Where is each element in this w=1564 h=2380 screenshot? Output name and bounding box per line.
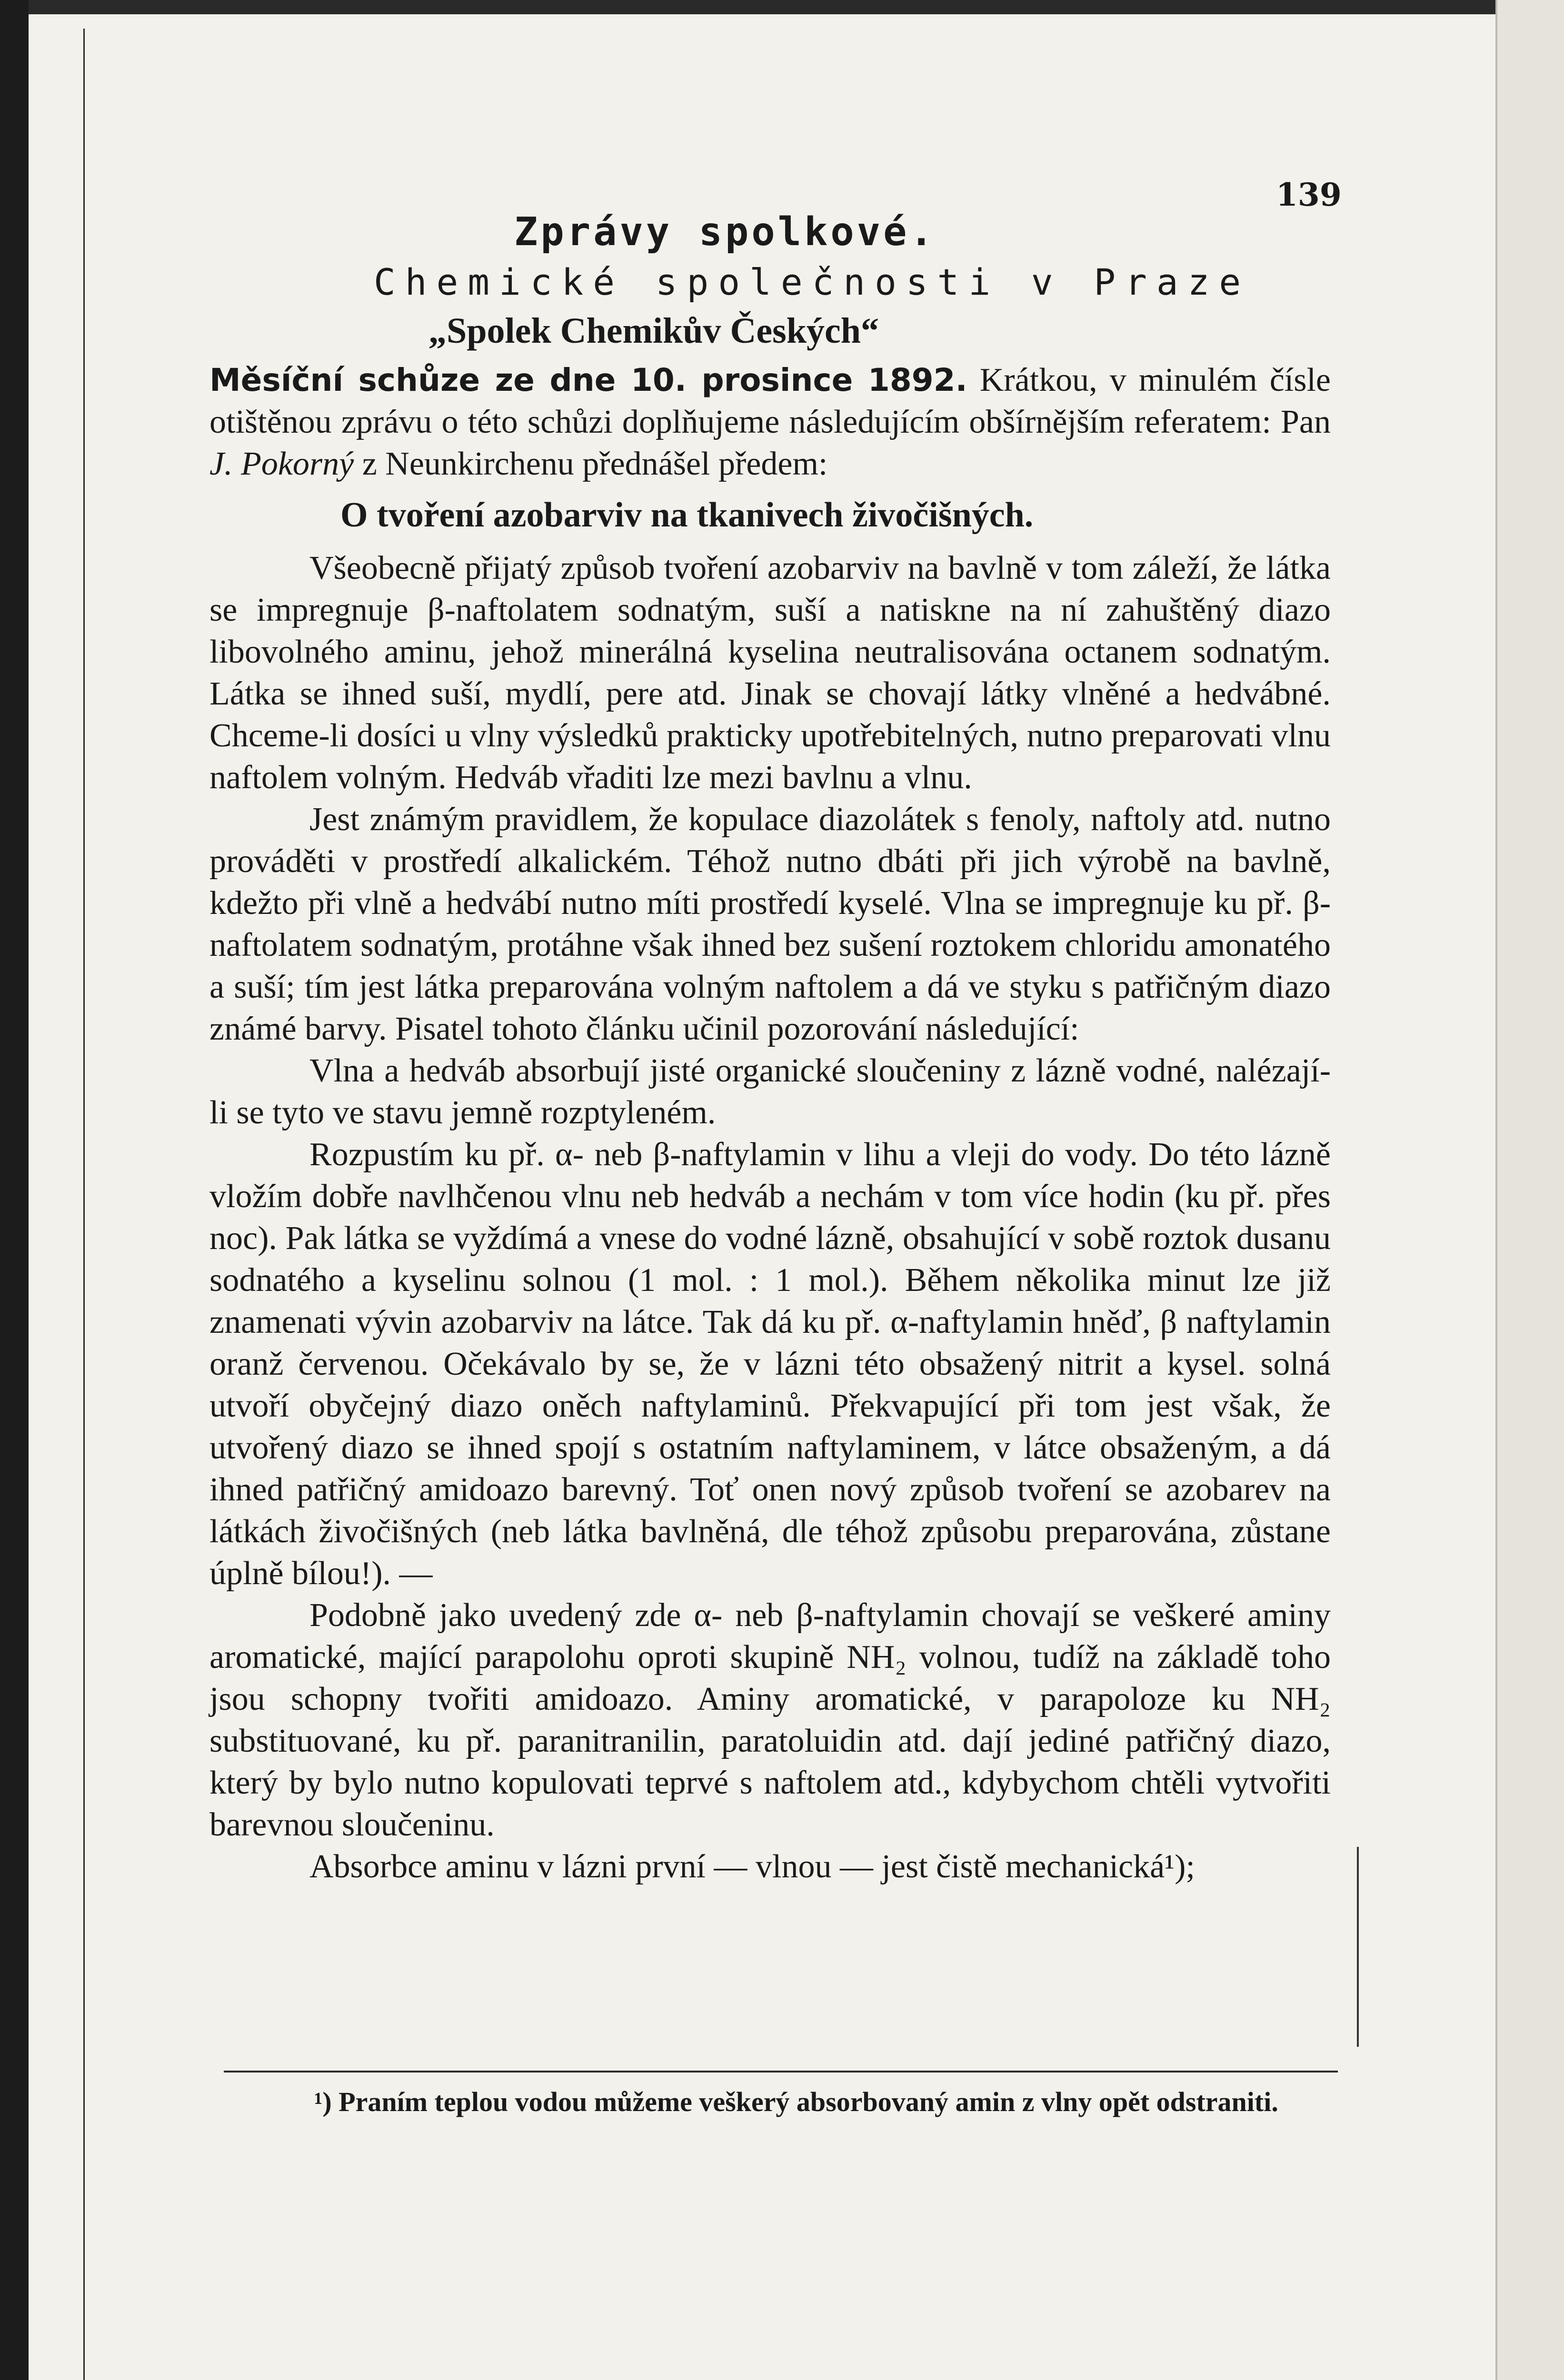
margin-pencil-mark	[1357, 1847, 1359, 2047]
footnote-divider	[224, 2071, 1338, 2073]
article-paragraph: Vlna a hedváb absorbují jisté organické sloučeniny z lázně vodné, nalézají-li se tyto ve stavu jemně rozptyleném.	[209, 1052, 1331, 1131]
article-title: O tvoření azobarviv na tkanivech živočišných.	[340, 496, 1034, 535]
section-heading: Zprávy spolkové.	[514, 209, 936, 255]
article-paragraph: Rozpustím ku př. α- neb β-naftylamin v lihu a vleji do vody. Do této lázně vložím dobře navlhčenou vlnu neb hedváb a nechám v tom více hodin (ku př. přes noc). Pak látka se vyždímá a vnese do vodné lázně, obsahující v sobě roztok dusanu sodnatého a kyselinu solnou (1 mol. : 1 mol.). Během několika minut lze již znamenati vývin azobarviv na látce. Tak dá ku př. α-naftylamin hněď, β naftylamin oranž červenou. Očekávalo by se, že v lázni této obsažený nitrit a kysel. solná utvoří obyčejný diazo oněch naftylaminů. Překvapující při tom jest však, že utvořený diazo se ihned spojí s ostatním naftylaminem, v látce obsaženým, a dá ihned patřičný amidoazo barevný. Toť onen nový způsob tvoření se azobarev na látkách živočišných (neb látka bavlněná, dle téhož způsobu preparována, zůstane úplně bílou!). —	[209, 1136, 1331, 1592]
meeting-text-1: Krátkou, v minulém čísle otištěnou zprávu o této schůzi doplňujeme následujícím obšírnějším referatem: Pan	[209, 362, 1331, 440]
scan-top-edge	[29, 0, 1497, 14]
meeting-lead: Měsíční schůze ze dne 10. prosince 1892.	[209, 362, 967, 398]
speaker-name: J. Pokorný	[209, 446, 354, 482]
footnote: ¹) Praním teplou vodou můžeme veškerý absorbovaný amin z vlny opět odstraniti.	[314, 2086, 1278, 2117]
page-number: 139	[1276, 176, 1342, 213]
article-paragraph: Absorbce aminu v lázni první — vlnou — jest čistě mechanická¹);	[309, 1848, 1195, 1885]
society-subtitle: „Spolek Chemikův Českých“	[428, 311, 879, 351]
page-margin-line	[83, 29, 85, 2380]
article-paragraph: Všeobecně přijatý způsob tvoření azobarviv na bavlně v tom záleží, že látka se impregnuje β-naftolatem sodnatým, suší a natiskne na ní zahuštěný diazo libovolného aminu, jehož minerálná kyselina neutralisována octanem sodnatým. Látka se ihned suší, mydlí, pere atd. Jinak se chovají látky vlněné a hedvábné. Chceme-li dosíci u vlny výsledků prakticky upotřebitelných, nutno preparovati vlnu naftolem volným. Hedváb vřaditi lze mezi bavlnu a vlnu.	[209, 550, 1331, 796]
meeting-paragraph	[209, 359, 1331, 485]
article-body	[209, 547, 1331, 1888]
scan-left-edge	[0, 0, 29, 2380]
scan-right-edge	[1495, 0, 1564, 2380]
article-paragraph: Podobně jako uvedený zde α- neb β-naftylamin chovají se veškeré aminy aromatické, mající parapolohu oproti skupině NH₂ volnou, tudíž na základě toho jsou schopny tvořiti amidoazo. Aminy aromatické, v parapoloze ku NH₂ substituované, ku př. paranitranilin, paratoluidin atd. dají jediné patřičný diazo, který by bylo nutno kopulovati teprvé s naftolem atd., kdybychom chtěli vytvořiti barevnou sloučeninu.	[209, 1597, 1331, 1843]
meeting-text-2: z Neunkirchenu přednášel předem:	[354, 446, 828, 482]
society-heading: Chemické společnosti v Praze	[374, 261, 1251, 303]
article-paragraph: Jest známým pravidlem, že kopulace diazolátek s fenoly, naftoly atd. nutno prováděti v prostředí alkalickém. Téhož nutno dbáti při jich výrobě na bavlně, kdežto při vlně a hedvábí nutno míti prostředí kyselé. Vlna se impregnuje ku př. β-naftolatem sodnatým, protáhne však ihned bez sušení roztokem chloridu amonatého a suší; tím jest látka preparována volným naftolem a dá ve styku s patřičným diazo známé barvy. Pisatel tohoto článku učinil pozorování následující:	[209, 801, 1331, 1047]
